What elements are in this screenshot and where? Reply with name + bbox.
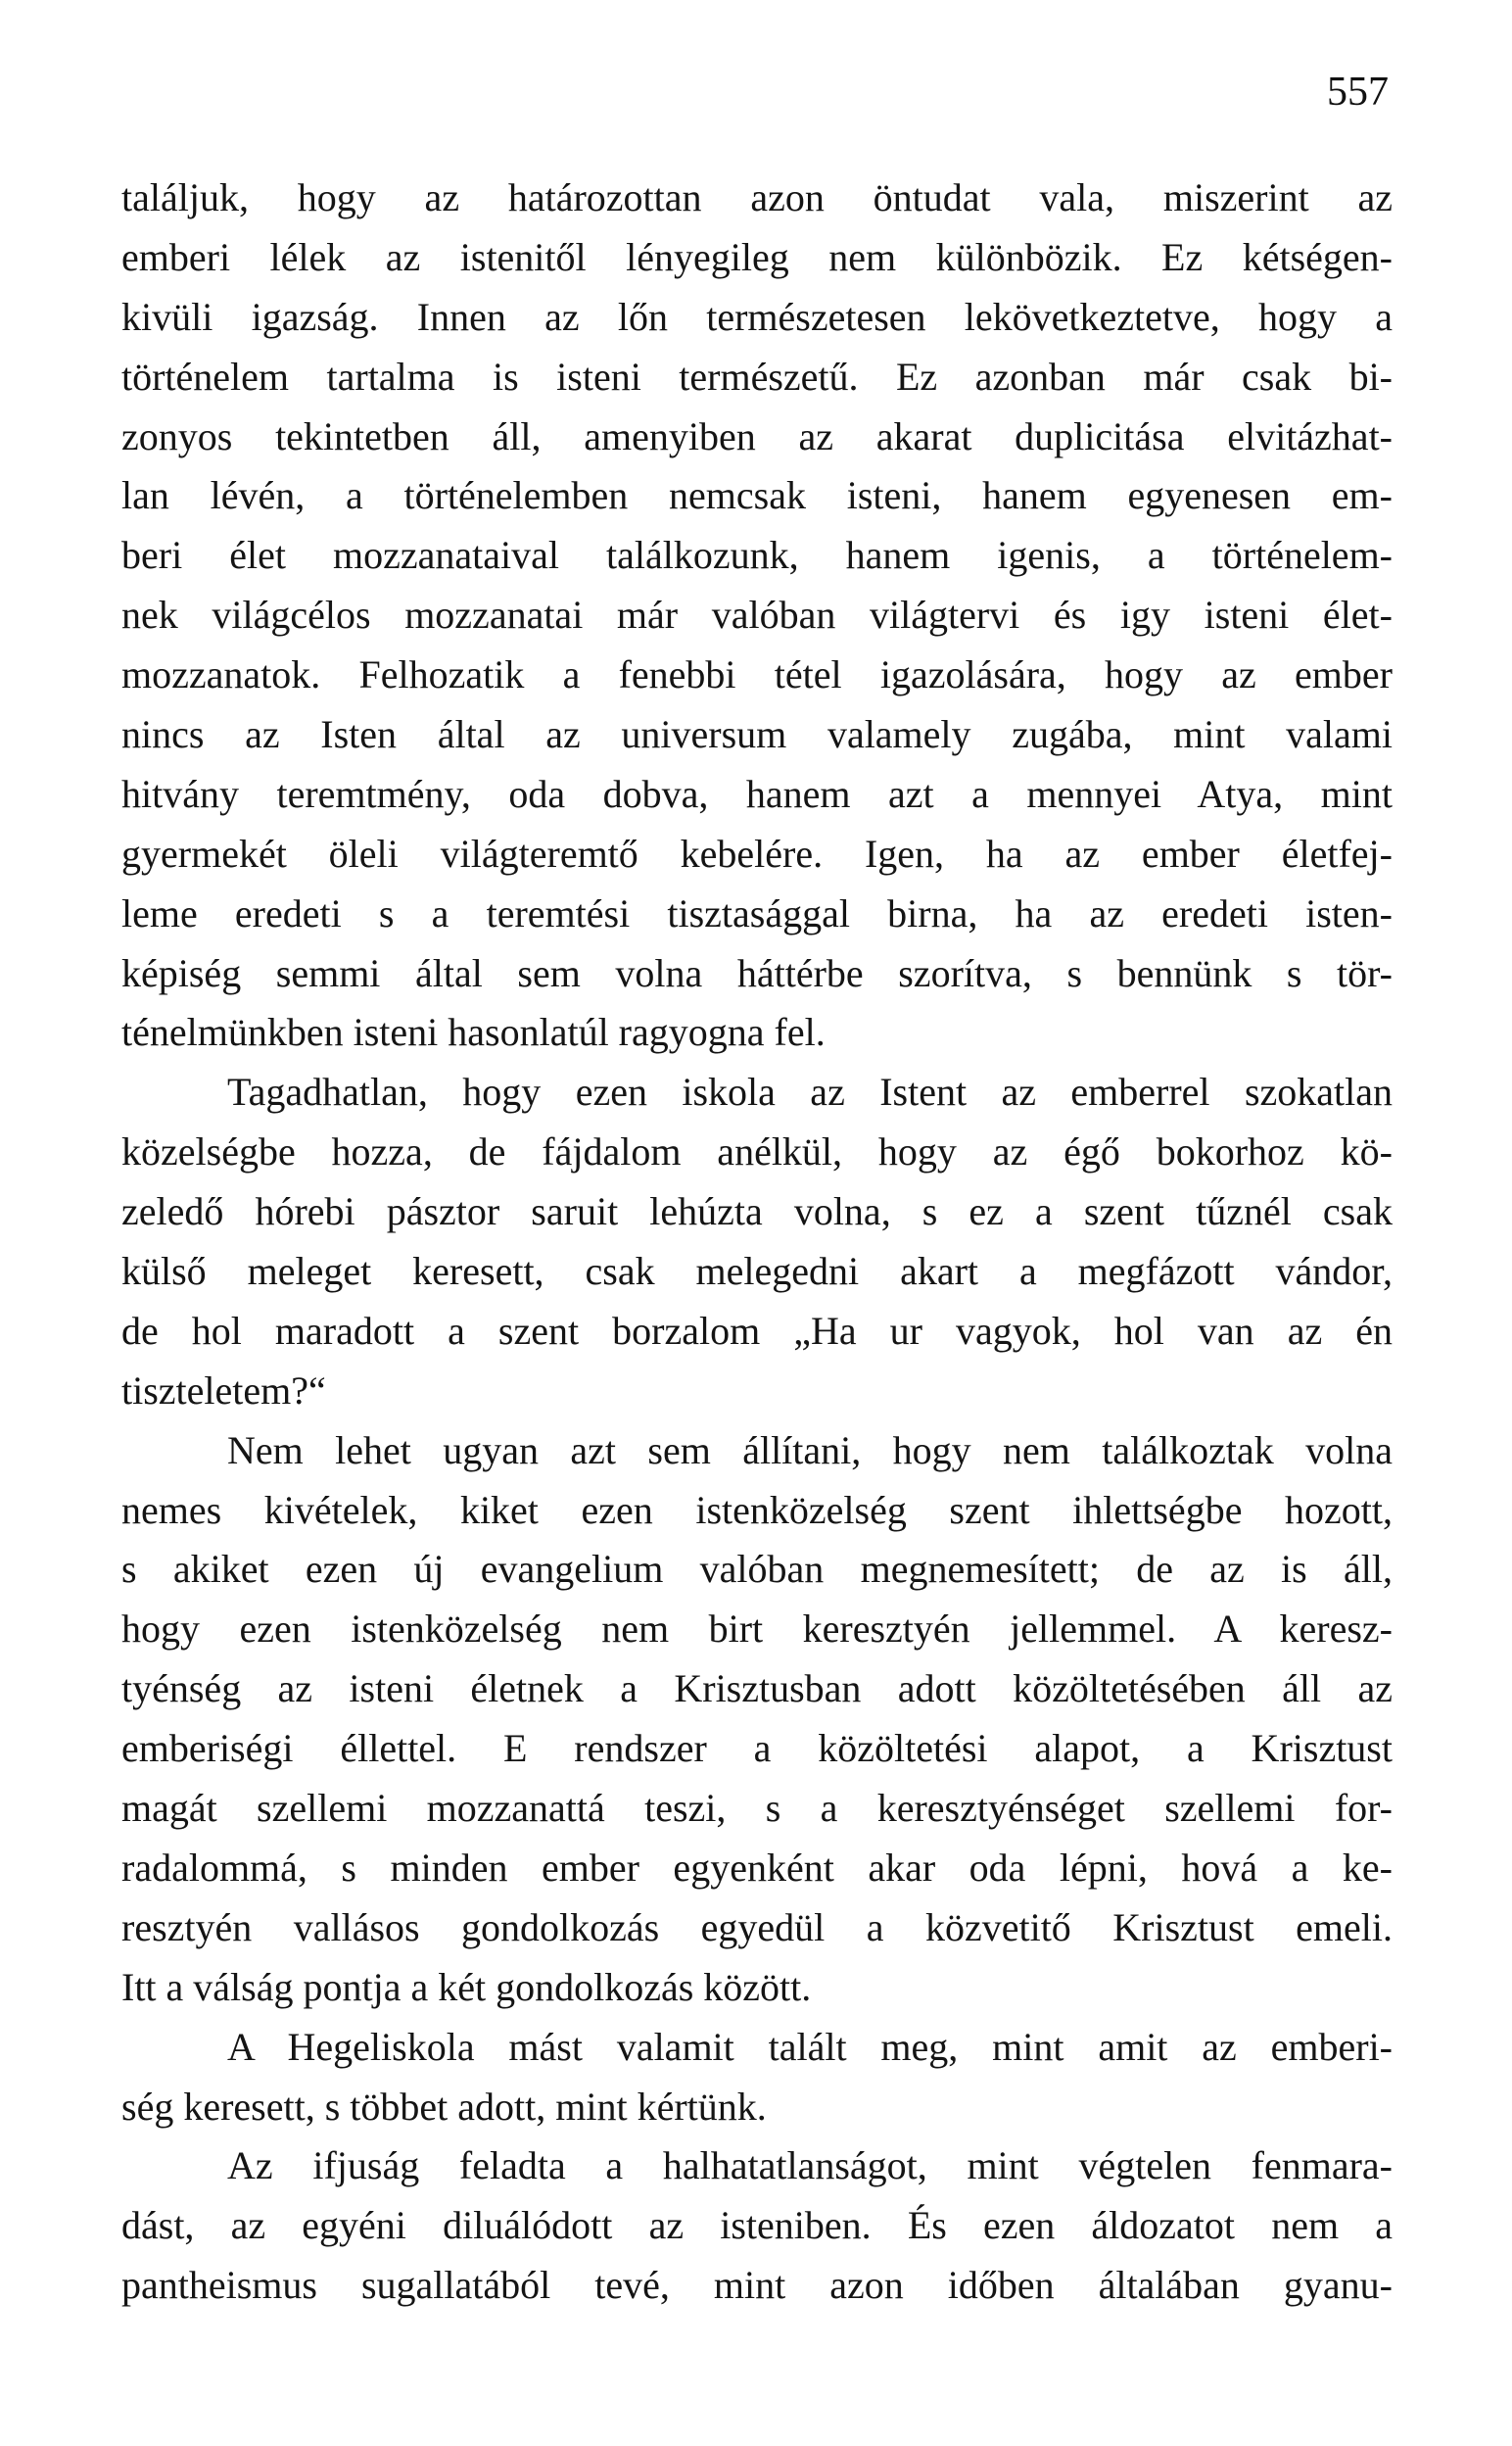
- text-line: de hol maradott a szent borzalom „Ha ur vagyok, hol van az én: [121, 1308, 1393, 1353]
- text-line: közelségbe hozza, de fájdalom anélkül, hogy az égő bokorhoz kö-: [121, 1129, 1393, 1175]
- paragraph: [121, 1421, 1393, 2018]
- text-line: képiség semmi által sem volna háttérbe szorítva, s bennünk s tör-: [121, 950, 1393, 995]
- text-line: tyénség az isteni életnek a Krisztusban adott közöltetésében áll az: [121, 1666, 1393, 1711]
- text-line: magát szellemi mozzanattá teszi, s a keresztyénséget szellemi for-: [121, 1786, 1393, 1831]
- text-line: pantheismus sugallatából tevé, mint azon időben általában gyanu-: [121, 2263, 1393, 2308]
- text-line: beri élet mozzanataival találkozunk, hanem igenis, a történelem-: [121, 533, 1393, 578]
- text-line: találjuk, hogy az határozottan azon öntudat vala, miszerint az: [121, 175, 1393, 219]
- text-line: nek világcélos mozzanatai már valóban világtervi és igy isteni élet-: [121, 593, 1393, 638]
- text-line: leme eredeti s a teremtési tisztasággal birna, ha az eredeti isten-: [121, 890, 1393, 935]
- body-text: [121, 168, 1393, 2316]
- text-line: hitvány teremtmény, oda dobva, hanem azt a mennyei Atya, mint: [121, 771, 1393, 816]
- text-line: mozzanatok. Felhozatik a fenebbi tétel igazolására, hogy az ember: [121, 652, 1393, 697]
- text-line: ténelmünkben isteni hasonlatúl ragyogna fel.: [121, 1010, 826, 1055]
- text-line: lan lévén, a történelemben nemcsak isteni, hanem egyenesen em-: [121, 473, 1393, 518]
- text-line: dást, az egyéni diluálódott az isteniben. És ezen áldozatot nem a: [121, 2203, 1393, 2248]
- text-line: nincs az Isten által az universum valamely zugába, mint valami: [121, 712, 1393, 757]
- text-line: külső meleget keresett, csak melegedni akart a megfázott vándor,: [121, 1249, 1393, 1294]
- text-line: hogy ezen istenközelség nem birt keresztyén jellemmel. A keresz-: [121, 1607, 1393, 1652]
- text-line: zeledő hórebi pásztor saruit lehúzta volna, s ez a szent tűznél csak: [121, 1189, 1393, 1234]
- text-line: tiszteletem?“: [121, 1367, 326, 1413]
- paragraph: [121, 2018, 1393, 2137]
- paragraph: [121, 2136, 1393, 2316]
- text-line: A Hegeliskola mást valamit talált meg, mint amit az emberi-: [227, 2024, 1393, 2069]
- text-line: s akiket ezen új evangelium valóban megnemesített; de az is áll,: [121, 1547, 1393, 1592]
- text-line: ség keresett, s többet adott, mint kértünk.: [121, 2084, 767, 2129]
- text-line: Az ifjuság feladta a halhatatlanságot, mint végtelen fenmara-: [227, 2143, 1393, 2188]
- text-line: zonyos tekintetben áll, amenyiben az akarat duplicitása elvitázhat-: [121, 413, 1393, 458]
- paragraph: [121, 1063, 1393, 1420]
- text-line: nemes kivételek, kiket ezen istenközelség szent ihlettségbe hozott,: [121, 1487, 1393, 1532]
- text-line: Tagadhatlan, hogy ezen iskola az Istent az emberrel szokatlan: [227, 1070, 1393, 1115]
- text-line: Nem lehet ugyan azt sem állítani, hogy nem találkoztak volna: [227, 1427, 1393, 1472]
- text-line: emberiségi éllettel. E rendszer a közöltetési alapot, a Krisztust: [121, 1726, 1393, 1771]
- text-line: radalommá, s minden ember egyenként akar oda lépni, hová a ke-: [121, 1845, 1393, 1890]
- text-line: emberi lélek az istenitől lényegileg nem különbözik. Ez kétségen-: [121, 234, 1393, 279]
- text-line: kivüli igazság. Innen az lőn természetesen lekövetkeztetve, hogy a: [121, 294, 1393, 339]
- text-line: gyermekét öleli világteremtő kebelére. Igen, ha az ember életfej-: [121, 831, 1393, 876]
- text-line: Itt a válság pontja a két gondolkozás között.: [121, 1964, 812, 2009]
- page-number: 557: [1327, 70, 1389, 115]
- paragraph: [121, 168, 1393, 1063]
- text-line: resztyén vallásos gondolkozás egyedül a közvetitő Krisztust emeli.: [121, 1904, 1393, 1949]
- text-line: történelem tartalma is isteni természetű. Ez azonban már csak bi-: [121, 354, 1393, 399]
